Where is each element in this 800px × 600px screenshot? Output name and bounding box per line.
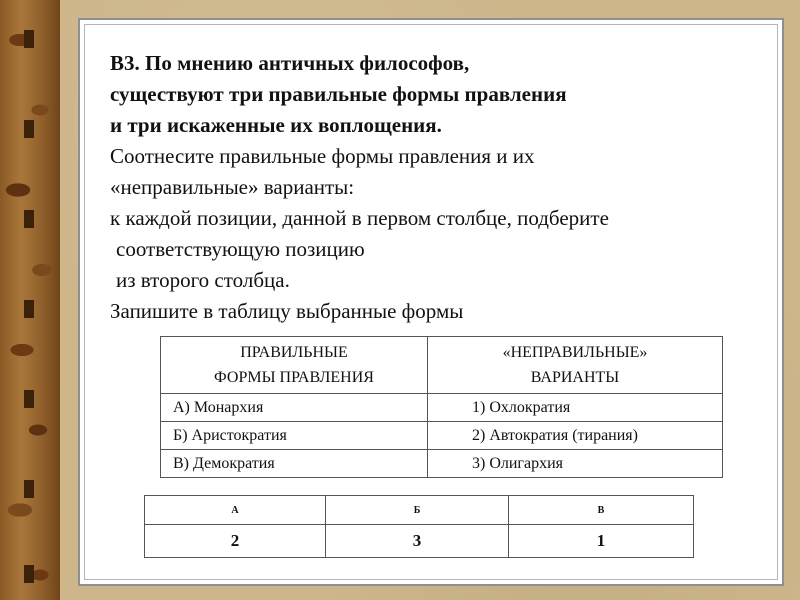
question-text [110, 48, 770, 327]
answer-value-row [145, 525, 694, 558]
table-row [161, 422, 723, 450]
slide-panel [78, 18, 784, 586]
instruction-line: «неправильные» варианты: [110, 175, 355, 199]
incorrect-variant-cell: 2) Автократия (тирания) [428, 422, 723, 450]
instruction-line: Соотнесите правильные формы правления и их [110, 144, 535, 168]
instruction-line: из второго столбца. [116, 268, 290, 292]
question-title-line: и три искаженные их воплощения. [110, 113, 442, 137]
instruction-line: Запишите в таблицу выбранные формы [110, 299, 464, 323]
decorative-mark [24, 210, 34, 228]
table-header-row [161, 337, 723, 394]
answer-header-cell: А [145, 496, 326, 525]
answer-value-cell: 2 [145, 525, 326, 558]
incorrect-variant-cell: 1) Охлократия [428, 394, 723, 422]
decorative-mark [24, 390, 34, 408]
correct-form-cell: А) Монархия [161, 394, 428, 422]
table-row [161, 394, 723, 422]
header-text: ПРАВИЛЬНЫЕ [240, 344, 348, 361]
answer-value-cell: 1 [509, 525, 694, 558]
answer-header-cell: Б [326, 496, 509, 525]
header-text: «НЕПРАВИЛЬНЫЕ» [502, 344, 648, 361]
matching-table [160, 336, 723, 478]
correct-form-cell: Б) Аристократия [161, 422, 428, 450]
decorative-mark [24, 565, 34, 583]
question-title-line: В3. По мнению античных философов, [110, 51, 470, 75]
decorative-mark [24, 120, 34, 138]
decorative-mark [24, 480, 34, 498]
decorative-leaf-strip [0, 0, 60, 600]
question-title-line: существуют три правильные формы правления [110, 82, 567, 106]
answer-table [144, 495, 694, 558]
answer-header-row [145, 496, 694, 525]
instruction-line: соответствующую позицию [116, 237, 365, 261]
header-correct-forms [161, 337, 428, 394]
table-row [161, 450, 723, 478]
incorrect-variant-cell: 3) Олигархия [428, 450, 723, 478]
answer-value-cell: 3 [326, 525, 509, 558]
header-text: ВАРИАНТЫ [530, 369, 620, 386]
answer-header-cell: В [509, 496, 694, 525]
correct-form-cell: В) Демократия [161, 450, 428, 478]
decorative-mark [24, 300, 34, 318]
header-text: ФОРМЫ ПРАВЛЕНИЯ [214, 369, 374, 386]
instruction-line: к каждой позиции, данной в первом столбце, подберите [110, 206, 609, 230]
header-incorrect-variants [428, 337, 723, 394]
decorative-mark [24, 30, 34, 48]
